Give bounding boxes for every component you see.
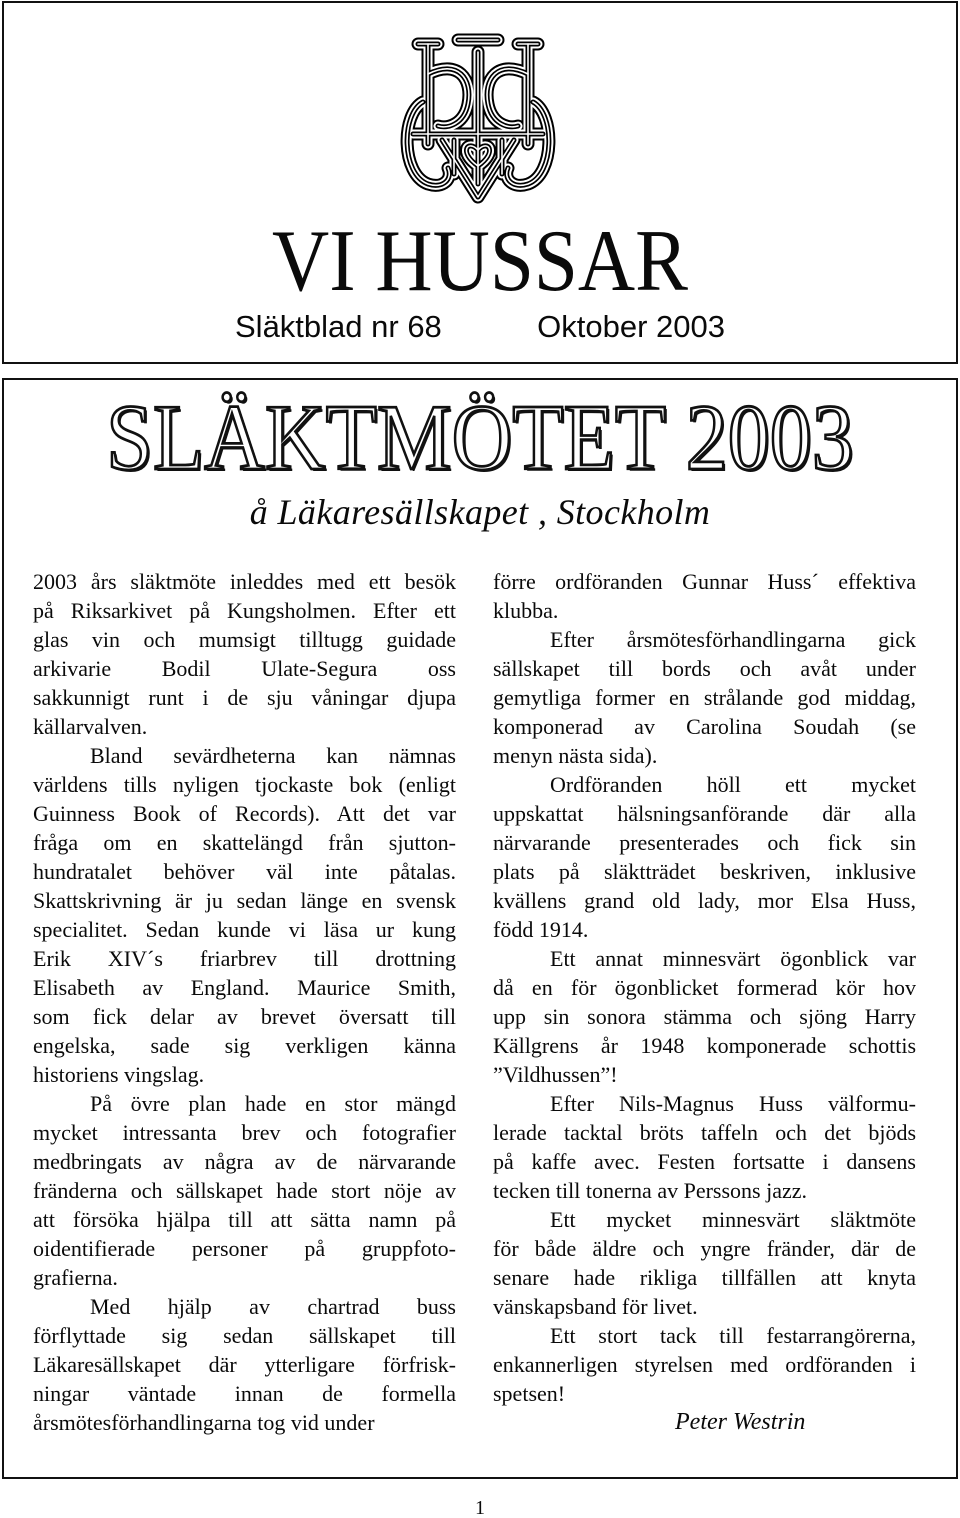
text-line: På övre plan hade en stor mängd <box>90 1091 456 1116</box>
text-column-left <box>33 567 456 1437</box>
monogram-logo-icon <box>398 34 558 204</box>
text-line: enkannerligen styrelsen med ordföranden i <box>493 1352 916 1377</box>
text-line: Elisabeth av England. Maurice Smith, <box>33 975 456 1000</box>
text-line: förflyttade sig sedan sällskapet till <box>33 1323 456 1348</box>
text-line: närvarande presenterades och fick sin <box>493 830 916 855</box>
text-line: komponerad av Carolina Soudah (se <box>493 714 916 739</box>
column-body <box>493 567 916 1408</box>
paragraph <box>493 770 916 944</box>
text-line: Ett annat minnesvärt ögonblick var <box>550 946 916 971</box>
text-line: specialitet. Sedan kunde vi läsa ur kung <box>33 917 456 942</box>
text-line: Ett mycket minnesvärt släktmöte <box>550 1207 916 1232</box>
text-line: fråga om en skattelängd från sjutton- <box>33 830 456 855</box>
text-line: för både äldre och yngre fränder, där de <box>493 1236 916 1261</box>
text-line: på Riksarkivet på Kungsholmen. Efter ett <box>33 598 456 623</box>
text-line: som fick delar av brevet översatt till <box>33 1004 456 1029</box>
newsletter-issue: Släktblad nr 68 <box>235 309 442 344</box>
text-line: plats på släktträdet beskriven, inklusive <box>493 859 916 884</box>
text-line: hundratalet behöver väl inte påtalas. <box>33 859 456 884</box>
text-line: sakkunnigt runt i de sju våningar djupa <box>33 685 456 710</box>
text-line: Skattskrivning är ju sedan länge en svensk <box>33 888 456 913</box>
text-line: senare hade rikliga tillfällen att knyta <box>493 1265 916 1290</box>
text-line: på kaffe avec. Festen fortsatte i dansens <box>493 1149 916 1174</box>
author-signature: Peter Westrin <box>675 1409 806 1435</box>
text-line: Efter Nils-Magnus Huss välformu- <box>550 1091 916 1116</box>
text-line: tecken till tonerna av Perssons jazz. <box>493 1178 808 1203</box>
text-line: 2003 års släktmöte inleddes med ett besök <box>33 569 456 594</box>
text-line: arkivarie Bodil Ulate-Segura oss <box>33 656 456 681</box>
text-line: född 1914. <box>493 917 589 942</box>
paragraph <box>493 1089 916 1205</box>
newsletter-date: Oktober 2003 <box>537 309 725 344</box>
text-line: Källgrens år 1948 komponerade schottis <box>493 1033 916 1058</box>
text-line: kvällens grand old lady, mor Elsa Huss, <box>493 888 916 913</box>
text-line: engelska, sade sig verkligen känna <box>33 1033 456 1058</box>
text-line: vänskapsband för livet. <box>493 1294 698 1319</box>
text-line: Guinness Book of Records). Att det var <box>33 801 456 826</box>
text-line: menyn nästa sida). <box>493 743 658 768</box>
text-line: sällskapet till bords och avåt under <box>493 656 916 681</box>
text-line: Erik XIV´s friarbrev till drottning <box>33 946 456 971</box>
text-line: lerade tacktal bröts taffeln och det bjöds <box>493 1120 916 1145</box>
text-line: ”Vildhussen”! <box>493 1062 618 1087</box>
text-line: historiens vingslag. <box>33 1062 205 1087</box>
paragraph <box>33 741 456 1089</box>
text-line: årsmötesförhandlingarna tog vid under <box>33 1410 375 1435</box>
paragraph <box>33 1292 456 1437</box>
text-line: grafierna. <box>33 1265 118 1290</box>
paragraph <box>493 625 916 770</box>
text-line: oidentifierade personer på gruppfoto- <box>33 1236 456 1261</box>
article-headline: SLÄKTMÖTET 2003 <box>106 386 854 491</box>
paragraph <box>493 1321 916 1408</box>
text-line: Med hjälp av chartrad buss <box>90 1294 456 1319</box>
text-line: Ordföranden höll ett mycket <box>550 772 916 797</box>
paragraph <box>33 1089 456 1292</box>
text-line: då en för ögonblicket formerad kör hov <box>493 975 916 1000</box>
text-line: Ett stort tack till festarrangörerna, <box>550 1323 916 1348</box>
paragraph <box>33 567 456 741</box>
text-line: fränderna och sällskapet hade stort nöje av <box>33 1178 456 1203</box>
page-number: 1 <box>475 1497 485 1518</box>
text-line: Bland sevärdheterna kan nämnas <box>90 743 456 768</box>
text-line: glas vin och mumsigt tilltugg guidade <box>33 627 456 652</box>
paragraph <box>493 1205 916 1321</box>
text-line: medbringats av några av de närvarande <box>33 1149 456 1174</box>
text-line: mycket intressanta brev och fotografier <box>33 1120 456 1145</box>
text-line: Efter årsmötesförhandlingarna gick <box>550 627 916 652</box>
text-line: klubba. <box>493 598 559 623</box>
text-line: att försöka hjälpa till att sätta namn på <box>33 1207 456 1232</box>
text-line: uppskattat hälsningsanförande där alla <box>493 801 916 826</box>
text-line: källarvalven. <box>33 714 148 739</box>
paragraph <box>493 944 916 1089</box>
paragraph <box>493 567 916 625</box>
text-column-right <box>493 567 916 1437</box>
text-line: världens tills nyligen tjockaste bok (enligt <box>33 772 456 797</box>
text-line: ningar väntade innan de formella <box>33 1381 456 1406</box>
text-line: förre ordföranden Gunnar Huss´ effektiva <box>493 569 916 594</box>
newsletter-title: VI HUSSAR <box>272 213 688 310</box>
column-body <box>33 567 456 1437</box>
text-line: upp sin sonora stämma och sjöng Harry <box>493 1004 916 1029</box>
text-line: spetsen! <box>493 1381 566 1406</box>
text-line: Läkaresällskapet där ytterligare förfrisk- <box>33 1352 456 1377</box>
article-subheadline: å Läkaresällskapet , Stockholm <box>249 492 711 532</box>
text-line: gemytliga former en strålande god middag, <box>493 685 916 710</box>
